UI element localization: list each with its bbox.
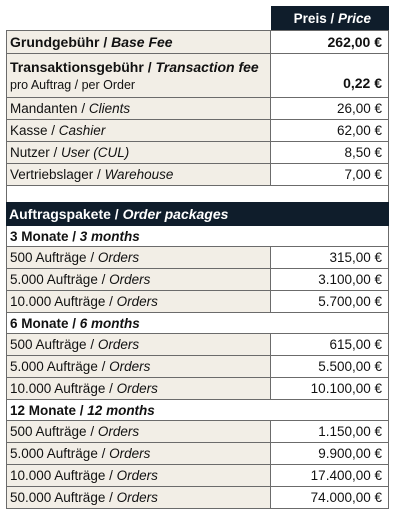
- package-label: 500 Aufträge / Orders: [10, 250, 140, 265]
- fee-row-warehouse: [6, 164, 389, 186]
- transaction-fee-label-en: Transaction fee: [155, 59, 259, 75]
- fee-value: 62,00 €: [270, 120, 388, 141]
- package-label-de: 5.000 Aufträge: [10, 359, 98, 374]
- package-value: 1.150,00 €: [270, 421, 388, 442]
- package-value: 615,00 €: [270, 334, 388, 355]
- group-label-de: 3 Monate: [10, 228, 69, 244]
- transaction-fee-title: [10, 59, 270, 75]
- package-value: 5.500,00 €: [270, 356, 388, 377]
- fee-label-de: Kasse: [10, 123, 48, 138]
- package-value: 17.400,00 €: [270, 465, 388, 486]
- group-label-de: 6 Monate: [10, 315, 69, 331]
- fee-row-cashier: [6, 120, 389, 142]
- transaction-fee-value: 0,22 €: [270, 54, 388, 97]
- section-spacer: [6, 186, 389, 202]
- group-header-6-months: [6, 313, 389, 334]
- fee-label: Vertriebslager / Warehouse: [10, 167, 174, 182]
- fee-row-clients: [6, 98, 389, 120]
- package-label-en: Orders: [116, 490, 158, 505]
- fee-label-de: Vertriebslager: [10, 167, 94, 182]
- group-header-12-months: [6, 400, 389, 421]
- base-fee-label-de: Grundgebühr: [10, 34, 100, 50]
- base-fee-label-en: Base Fee: [111, 34, 173, 50]
- group-header-3-months: [6, 226, 389, 247]
- package-value: 5.700,00 €: [270, 291, 388, 312]
- fee-label: Mandanten / Clients: [10, 101, 131, 116]
- package-label-en: Orders: [97, 424, 140, 439]
- package-row: [6, 356, 389, 378]
- package-label: 5.000 Aufträge / Orders: [10, 272, 151, 287]
- pricing-table: [6, 6, 389, 509]
- package-value: 10.100,00 €: [270, 378, 388, 399]
- package-label-de: 5.000 Aufträge: [10, 272, 98, 287]
- price-header-row: [6, 6, 389, 30]
- fee-label-en: Cashier: [58, 123, 106, 138]
- package-value: 74.000,00 €: [270, 487, 388, 508]
- price-header-de: Preis: [293, 10, 327, 26]
- package-row: [6, 378, 389, 400]
- package-label: 50.000 Aufträge / Orders: [10, 490, 158, 505]
- package-label-en: Orders: [97, 337, 140, 352]
- package-label: 10.000 Aufträge / Orders: [10, 294, 158, 309]
- package-label-de: 10.000 Aufträge: [10, 294, 106, 309]
- package-label-de: 5.000 Aufträge: [10, 446, 98, 461]
- package-label: 5.000 Aufträge / Orders: [10, 359, 151, 374]
- transaction-fee-label-de: Transaktionsgebühr: [10, 59, 144, 75]
- package-label: 10.000 Aufträge / Orders: [10, 468, 158, 483]
- fee-value: 26,00 €: [270, 98, 388, 119]
- package-label: 500 Aufträge / Orders: [10, 424, 140, 439]
- package-label-en: Orders: [109, 446, 151, 461]
- package-label-de: 10.000 Aufträge: [10, 381, 106, 396]
- package-value: 315,00 €: [270, 247, 388, 268]
- packages-title-de: Auftragspakete: [9, 206, 111, 222]
- package-label-de: 10.000 Aufträge: [10, 468, 106, 483]
- package-row: [6, 334, 389, 356]
- package-row: [6, 443, 389, 465]
- base-fee-sep: /: [99, 34, 112, 50]
- fee-label-en: User (CUL): [61, 145, 130, 160]
- group-label: 6 Monate / 6 months: [10, 315, 140, 331]
- group-label-en: 3 months: [79, 228, 140, 244]
- fee-label: Nutzer / User (CUL): [10, 145, 130, 160]
- package-label-en: Orders: [116, 381, 158, 396]
- price-header-en: Price: [337, 10, 371, 26]
- package-row: [6, 291, 389, 313]
- package-label-de: 50.000 Aufträge: [10, 490, 106, 505]
- fee-label-en: Clients: [88, 101, 131, 116]
- package-row: [6, 269, 389, 291]
- fee-value: 7,00 €: [270, 164, 388, 185]
- price-header: [271, 6, 389, 30]
- package-label-en: Orders: [109, 359, 151, 374]
- package-label-de: 500 Aufträge: [10, 337, 87, 352]
- package-value: 9.900,00 €: [270, 443, 388, 464]
- group-label-de: 12 Monate: [10, 402, 77, 418]
- packages-title: [6, 206, 389, 222]
- transaction-fee-sep: /: [143, 59, 156, 75]
- packages-title-sep: /: [110, 206, 123, 222]
- package-label: 10.000 Aufträge / Orders: [10, 381, 158, 396]
- group-label: 12 Monate / 12 months: [10, 402, 155, 418]
- packages-header: [6, 202, 389, 226]
- fee-label-en: Warehouse: [104, 167, 174, 182]
- group-label: 3 Monate / 3 months: [10, 228, 140, 244]
- package-label-en: Orders: [116, 468, 158, 483]
- transaction-fee-label: [7, 54, 270, 97]
- package-row: [6, 465, 389, 487]
- fee-label-de: Nutzer: [10, 145, 50, 160]
- base-fee-row: [6, 30, 389, 54]
- transaction-fee-sub: pro Auftrag / per Order: [10, 78, 136, 92]
- fee-row-user: [6, 142, 389, 164]
- fee-label: Kasse / Cashier: [10, 123, 106, 138]
- header-blank-cell: [6, 6, 271, 30]
- package-row: [6, 421, 389, 443]
- package-label-de: 500 Aufträge: [10, 424, 87, 439]
- package-row: [6, 487, 389, 509]
- fee-value: 8,50 €: [270, 142, 388, 163]
- packages-title-en: Order packages: [122, 206, 229, 222]
- package-label: 5.000 Aufträge / Orders: [10, 446, 151, 461]
- package-label: 500 Aufträge / Orders: [10, 337, 140, 352]
- package-label-en: Orders: [97, 250, 140, 265]
- base-fee-value: 262,00 €: [270, 31, 388, 53]
- package-row: [6, 247, 389, 269]
- package-label-de: 500 Aufträge: [10, 250, 87, 265]
- package-value: 3.100,00 €: [270, 269, 388, 290]
- package-label-en: Orders: [109, 272, 151, 287]
- group-label-en: 6 months: [79, 315, 140, 331]
- group-label-en: 12 months: [87, 402, 155, 418]
- base-fee-label: [7, 34, 270, 50]
- package-label-en: Orders: [116, 294, 158, 309]
- transaction-fee-row: [6, 54, 389, 98]
- price-header-sep: /: [326, 10, 338, 26]
- fee-label-de: Mandanten: [10, 101, 78, 116]
